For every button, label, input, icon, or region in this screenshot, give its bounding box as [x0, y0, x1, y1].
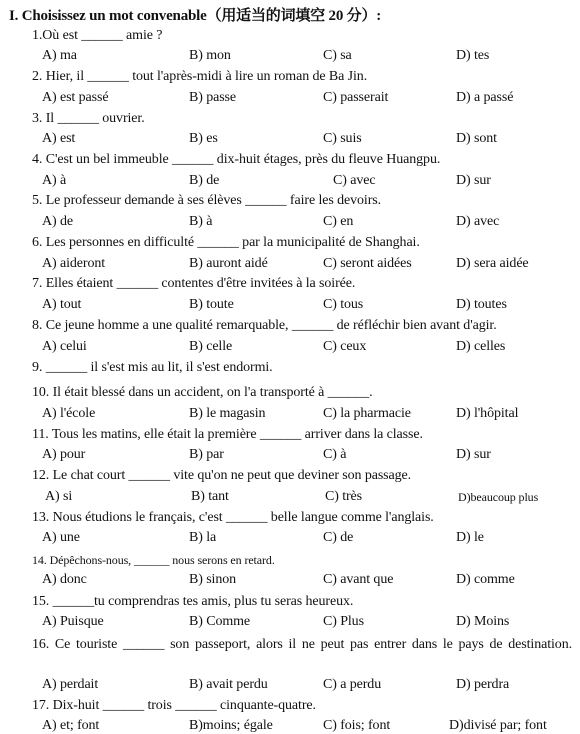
option-5-a: A) de: [42, 214, 73, 229]
option-13-c: C) de: [323, 530, 354, 545]
option-3-a: A) est: [42, 131, 76, 146]
question-8: 8. Ce jeune homme a une qualité remarquable, ______ de réfléchir bien avant d'agir.: [32, 318, 497, 333]
option-14-d: D) comme: [456, 572, 515, 587]
option-11-d: D) sur: [456, 447, 491, 462]
question-5: 5. Le professeur demande à ses élèves ______ faire les devoirs.: [32, 193, 382, 208]
option-4-a: A) à: [42, 173, 67, 188]
option-1-d: D) tes: [456, 48, 490, 63]
option-8-c: C) ceux: [323, 339, 367, 354]
option-1-a: A) ma: [42, 48, 77, 63]
option-7-b: B) toute: [189, 297, 234, 312]
section-title: I. Choisissez un mot convenable（用适当的词填空 20 分）:: [9, 8, 382, 24]
question-15: 15. ______tu comprendras tes amis, plus tu seras heureux.: [32, 594, 354, 609]
option-3-c: C) suis: [323, 131, 362, 146]
option-2-d: D) a passé: [456, 90, 514, 105]
question-4: 4. C'est un bel immeuble ______ dix-huit étages, près du fleuve Huangpu.: [32, 152, 441, 167]
option-2-a: A) est passé: [42, 90, 109, 105]
option-5-c: C) en: [323, 214, 354, 229]
option-7-d: D) toutes: [456, 297, 507, 312]
option-12-b: B) tant: [191, 489, 229, 504]
question-9: 9. ______ il s'est mis au lit, il s'est endormi.: [32, 360, 273, 375]
option-1-c: C) sa: [323, 48, 352, 63]
option-15-d: D) Moins: [456, 614, 510, 629]
question-14: 14. Dépêchons-nous, ______ nous serons en retard.: [32, 553, 275, 567]
question-2: 2. Hier, il ______ tout l'après-midi à lire un roman de Ba Jin.: [32, 69, 368, 84]
option-16-c: C) a perdu: [323, 677, 382, 692]
option-10-b: B) le magasin: [189, 406, 266, 421]
option-10-d: D) l'hôpital: [456, 406, 519, 421]
option-4-b: B) de: [189, 173, 220, 188]
question-11: 11. Tous les matins, elle était la première ______ arriver dans la classe.: [32, 427, 423, 442]
question-3: 3. Il ______ ouvrier.: [32, 111, 145, 126]
option-17-d: D)divisé par; font: [449, 718, 547, 733]
option-7-c: C) tous: [323, 297, 364, 312]
option-5-d: D) avec: [456, 214, 500, 229]
option-8-b: B) celle: [189, 339, 233, 354]
option-15-a: A) Puisque: [42, 614, 104, 629]
option-14-a: A) donc: [42, 572, 87, 587]
option-14-c: C) avant que: [323, 572, 394, 587]
question-1: 1.Où est ______ amie ?: [32, 28, 163, 43]
question-17: 17. Dix-huit ______ trois ______ cinquante-quatre.: [32, 698, 316, 713]
option-2-b: B) passe: [189, 90, 237, 105]
option-2-c: C) passerait: [323, 90, 389, 105]
option-6-a: A) aideront: [42, 256, 106, 271]
option-13-b: B) la: [189, 530, 217, 545]
option-7-a: A) tout: [42, 297, 82, 312]
option-17-a: A) et; font: [42, 718, 100, 733]
question-7: 7. Elles étaient ______ contentes d'être invitées à la soirée.: [32, 276, 356, 291]
option-4-d: D) sur: [456, 173, 491, 188]
question-10: 10. Il était blessé dans un accident, on l'a transporté à ______.: [32, 385, 373, 400]
option-3-b: B) es: [189, 131, 218, 146]
option-6-d: D) sera aidée: [456, 256, 529, 271]
option-14-b: B) sinon: [189, 572, 237, 587]
option-10-a: A) l'école: [42, 406, 96, 421]
option-8-a: A) celui: [42, 339, 87, 354]
question-13: 13. Nous étudions le français, c'est ______ belle langue comme l'anglais.: [32, 510, 434, 525]
option-12-d: D)beaucoup plus: [458, 490, 539, 504]
option-13-a: A) une: [42, 530, 80, 545]
option-3-d: D) sont: [456, 131, 497, 146]
option-17-c: C) fois; font: [323, 718, 391, 733]
option-12-a: A) si: [45, 489, 73, 504]
option-6-b: B) auront aidé: [189, 256, 268, 271]
option-8-d: D) celles: [456, 339, 506, 354]
option-15-b: B) Comme: [189, 614, 251, 629]
option-13-d: D) le: [456, 530, 484, 545]
option-11-b: B) par: [189, 447, 224, 462]
option-16-d: D) perdra: [456, 677, 510, 692]
option-15-c: C) Plus: [323, 614, 364, 629]
option-16-b: B) avait perdu: [189, 677, 268, 692]
option-11-a: A) pour: [42, 447, 86, 462]
option-11-c: C) à: [323, 447, 347, 462]
option-6-c: C) seront aidées: [323, 256, 412, 271]
question-6: 6. Les personnes en difficulté ______ par la municipalité de Shanghai.: [32, 235, 420, 250]
option-16-a: A) perdait: [42, 677, 99, 692]
option-17-b: B)moins; égale: [189, 718, 273, 733]
option-10-c: C) la pharmacie: [323, 406, 411, 421]
option-5-b: B) à: [189, 214, 213, 229]
option-4-c: C) avec: [333, 173, 376, 188]
question-16: 16. Ce touriste ______ son passeport, alors il ne peut pas entrer dans le pays de destination.: [32, 637, 572, 652]
question-12: 12. Le chat court ______ vite qu'on ne peut que deviner son passage.: [32, 468, 412, 483]
option-12-c: C) très: [325, 489, 363, 504]
option-1-b: B) mon: [189, 48, 231, 63]
